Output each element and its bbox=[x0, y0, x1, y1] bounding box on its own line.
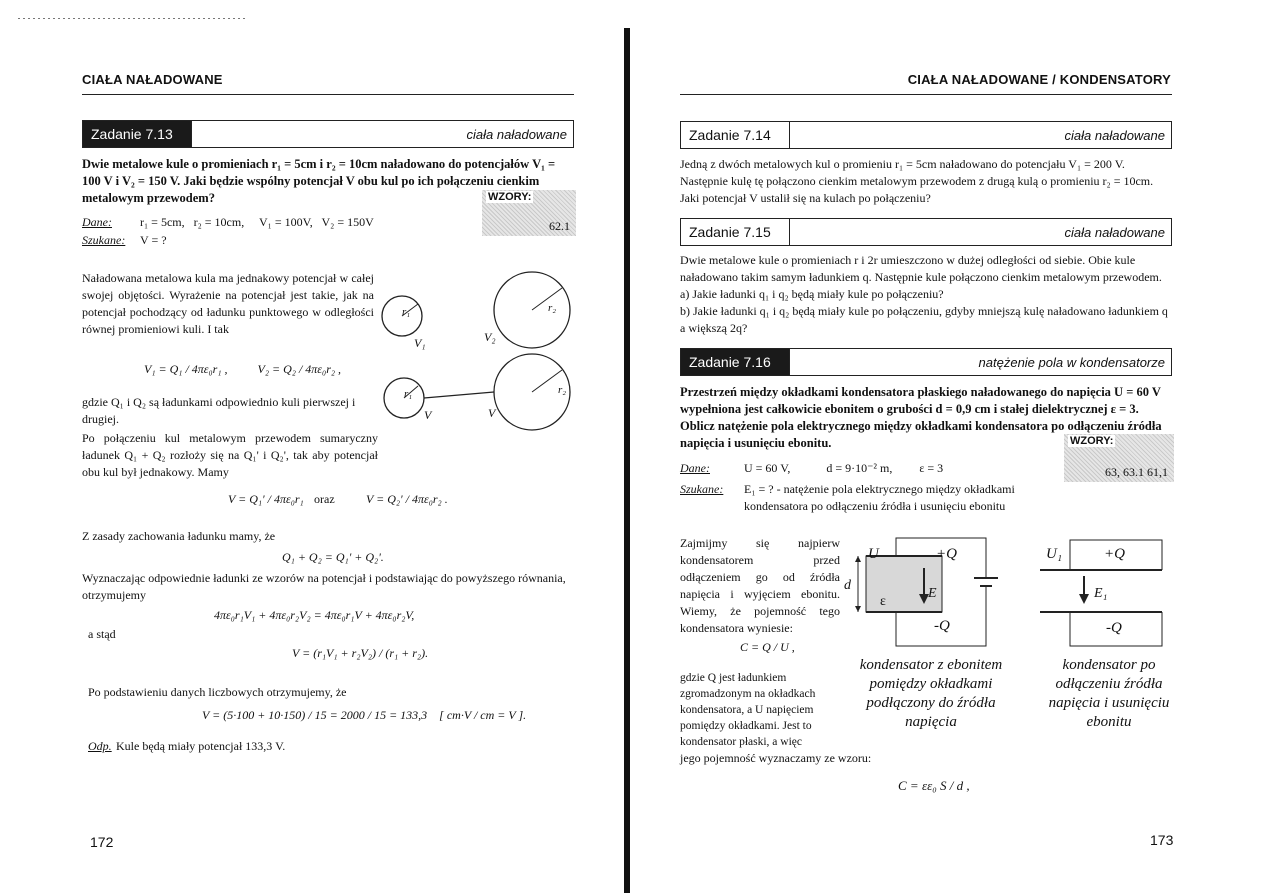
equation-2a: V = Q₁' / 4πε₀r₁ bbox=[228, 492, 304, 506]
field-arrowhead bbox=[1079, 594, 1089, 604]
fig1-eps: ε bbox=[880, 594, 886, 609]
fig-v-left: V bbox=[424, 408, 432, 422]
d-arrowhead-top bbox=[855, 556, 861, 562]
szukane-label: Szukane: bbox=[680, 482, 724, 496]
scan-noise bbox=[18, 18, 248, 19]
task-7-13-header bbox=[82, 120, 574, 148]
dane-label: Dane: bbox=[680, 461, 710, 475]
paragraph-4: Z zasady zachowania ładunku mamy, że bbox=[82, 529, 276, 543]
wzory-box-right bbox=[1064, 434, 1174, 482]
fig-r2-bottom: r₂ bbox=[558, 384, 567, 396]
equation-6: V = (5·100 + 10·150) / 15 = 2000 / 15 = 133,3 [ cm·V / cm = V ]. bbox=[202, 708, 527, 722]
paragraph-1: Zajmijmy się najpierw kondensatorem przed odłączeniem go od źródła napięcia i wyjęciem ebonitu. Wiemy, że pojemność tego kondensatora wyniesie: bbox=[680, 536, 840, 635]
fig-v2: V₂ bbox=[484, 330, 496, 344]
equation-5: V = (r₁V₁ + r₂V₂) / (r₁ + r₂). bbox=[292, 646, 429, 660]
task-7-14-text: Jedną z dwóch metalowych kul o promieniu r₁ = 5cm naładowano do potencjału V₁ = 200 V. Następnie kulę tę połączono cienkim metalowym przewodem z drugą kulą o promieniu r₂ = 10cm. Jaki potencjał V ustalił się na kulach po połączeniu? bbox=[680, 157, 1154, 205]
paragraph-3: Po połączeniu kul metalowym przewodem sumaryczny ładunek Q₁ + Q₂ rozłoży się na Q₁' i Q₂', tak aby potencjał obu kul był jednakowy. Mamy bbox=[82, 431, 378, 479]
task-tag: ciała naładowane bbox=[466, 126, 567, 142]
fig1-u: U bbox=[868, 546, 879, 562]
odp-label: Odp. bbox=[88, 739, 112, 753]
paragraph-2: gdzie Q₁ i Q₂ są ładunkami odpowiednio kuli pierwszej i drugiej. bbox=[82, 395, 356, 426]
left-page-number: 172 bbox=[90, 834, 114, 850]
paragraph-6: a stąd bbox=[88, 627, 116, 641]
task-7-15-text: Dwie metalowe kule o promieniach r i 2r umieszczono w dużej odległości od siebie. Obie kule naładowano takim samym ładunkiem q. Następnie kule połączono cienkim metalowym przewodem. a) Jakie ładunki q₁ i q₂ będą miały kule po połączeniu? bbox=[680, 253, 1162, 301]
fig-r1-bottom: r₁ bbox=[404, 388, 413, 400]
wzory-label: WZORY: bbox=[488, 191, 532, 203]
szukane-value: V = ? bbox=[140, 233, 167, 247]
fig1-plus-q: +Q bbox=[936, 546, 957, 562]
fig-r1-top: r₁ bbox=[402, 306, 411, 318]
task-tag: ciała naładowane bbox=[1064, 224, 1165, 240]
paragraph-3: jego pojemność wyznaczamy ze wzoru: bbox=[680, 751, 872, 765]
task-tag: ciała naładowane bbox=[1064, 127, 1165, 143]
d-arrowhead-bottom bbox=[855, 606, 861, 612]
wzory-box-left bbox=[482, 190, 576, 236]
right-page-number: 173 bbox=[1150, 832, 1174, 848]
left-header-rule bbox=[82, 94, 574, 95]
right-header-rule bbox=[680, 94, 1172, 95]
task-tag: natężenie pola w kondensatorze bbox=[978, 354, 1165, 370]
equation-2b: V = Q₂' / 4πε₀r₂ . bbox=[366, 492, 448, 506]
paragraph-5: Wyznaczając odpowiednie ładunki ze wzorów na potencjał i podstawiając do powyższego równania, otrzymujemy bbox=[82, 571, 566, 602]
fig-v1: V₁ bbox=[414, 336, 426, 350]
wzory-value: 62.1 bbox=[549, 219, 570, 233]
fig2-minus-q: -Q bbox=[1106, 620, 1122, 636]
paragraph-2: gdzie Q jest ładunkiem zgromadzonym na okładkach kondensatora, a U napięciem pomiędzy okładkami. Jest to kondensator płaski, a więc bbox=[680, 672, 816, 748]
caption-with-ebonite: kondensator z ebonitem pomiędzy okładkami podłączony do źródła napięcia bbox=[859, 657, 1003, 730]
right-page-header: CIAŁA NAŁADOWANE / KONDENSATORY bbox=[907, 72, 1171, 87]
equation-1: V₁ = Q₁ / 4πε₀r₁ , V₂ = Q₂ / 4πε₀r₂ , bbox=[144, 362, 342, 376]
task-7-15-b: b) Jakie ładunki q₁ i q₂ będą miały kule po połączeniu, gdyby mniejszą kulę naładowano ładunkiem q a większą 2q? bbox=[680, 304, 1168, 335]
dane-values: U = 60 V, d = 9·10⁻² m, ε = 3 bbox=[744, 461, 944, 475]
caption-without-ebonite: kondensator po odłączeniu źródła napięcia i usunięciu ebonitu bbox=[1048, 657, 1170, 730]
connecting-wire bbox=[424, 392, 494, 398]
fig-r2-top: r₂ bbox=[548, 302, 557, 314]
equation-c: C = Q / U , bbox=[740, 640, 795, 654]
dane-values: r₁ = 5cm, r₂ = 10cm, V₁ = 100V, V₂ = 150V bbox=[140, 215, 374, 229]
task-7-16-statement: Przestrzeń między okładkami kondensatora płaskiego naładowanego do napięcia U = 60 V wypełniona jest całkowicie ebonitem o grubości d = 0,9 cm i stałej dielektrycznej ε = 3. Oblicz natężenie pola elektrycznego między okładkami kondensatora po odłączeniu źródła napięcia i usunięciu ebonitu. bbox=[680, 385, 1162, 450]
task-label: Zadanie 7.13 bbox=[83, 121, 192, 147]
szukane-value: E₁ = ? - natężenie pola elektrycznego między okładkami kondensatora po odłączeniu źródła i usunięciu ebonitu bbox=[744, 482, 1015, 513]
odp-value: Kule będą miały potencjał 133,3 V. bbox=[116, 739, 286, 753]
task-7-14-header bbox=[680, 121, 1172, 149]
fig1-minus-q: -Q bbox=[934, 618, 950, 634]
paragraph-1: Naładowana metalowa kula ma jednakowy potencjał w całej swojej objętości. Wyrażenie na potencjał jest takie, jak na potencjał pochodzący od ładunku punktowego w odległości równej promieniowi kuli. I tak bbox=[82, 271, 374, 336]
task-label: Zadanie 7.14 bbox=[681, 122, 790, 148]
paragraph-7: Po podstawieniu danych liczbowych otrzymujemy, że bbox=[88, 685, 347, 699]
fig1-d: d bbox=[844, 578, 851, 593]
dane-label: Dane: bbox=[82, 215, 112, 229]
equation-2-oraz: oraz bbox=[314, 492, 335, 506]
task-7-13-statement: Dwie metalowe kule o promieniach r₁ = 5cm i r₂ = 10cm naładowano do potencjałów V₁ = 100 V i V₂ = 150 V. Jaki będzie wspólny potencjał V obu kul po ich połączeniu cienkim metalowym przewodem? bbox=[82, 157, 556, 205]
radius-line-2 bbox=[532, 288, 562, 310]
equation-capacitance: C = εε₀ S / d , bbox=[898, 778, 970, 793]
book-spine bbox=[624, 28, 630, 893]
ebonite-fill bbox=[866, 556, 942, 612]
fig2-e1: E₁ bbox=[1094, 586, 1108, 601]
fig-v-right: V bbox=[488, 406, 496, 420]
wzory-value: 63, 63.1 61,1 bbox=[1105, 465, 1168, 479]
fig2-u1: U₁ bbox=[1046, 546, 1063, 562]
task-7-16-header bbox=[680, 348, 1172, 376]
equation-4: 4πε₀r₁V₁ + 4πε₀r₂V₂ = 4πε₀r₁V + 4πε₀r₂V, bbox=[214, 608, 415, 622]
task-7-15-header bbox=[680, 218, 1172, 246]
spheres-figure bbox=[372, 268, 582, 448]
fig1-e: E bbox=[928, 586, 937, 601]
task-label: Zadanie 7.15 bbox=[681, 219, 790, 245]
wzory-label: WZORY: bbox=[1070, 435, 1114, 447]
fig2-plus-q: +Q bbox=[1104, 546, 1125, 562]
left-page-header: CIAŁA NAŁADOWANE bbox=[82, 72, 223, 87]
equation-3: Q₁ + Q₂ = Q₁' + Q₂'. bbox=[282, 550, 384, 564]
task-label: Zadanie 7.16 bbox=[681, 349, 790, 375]
szukane-label: Szukane: bbox=[82, 233, 126, 247]
